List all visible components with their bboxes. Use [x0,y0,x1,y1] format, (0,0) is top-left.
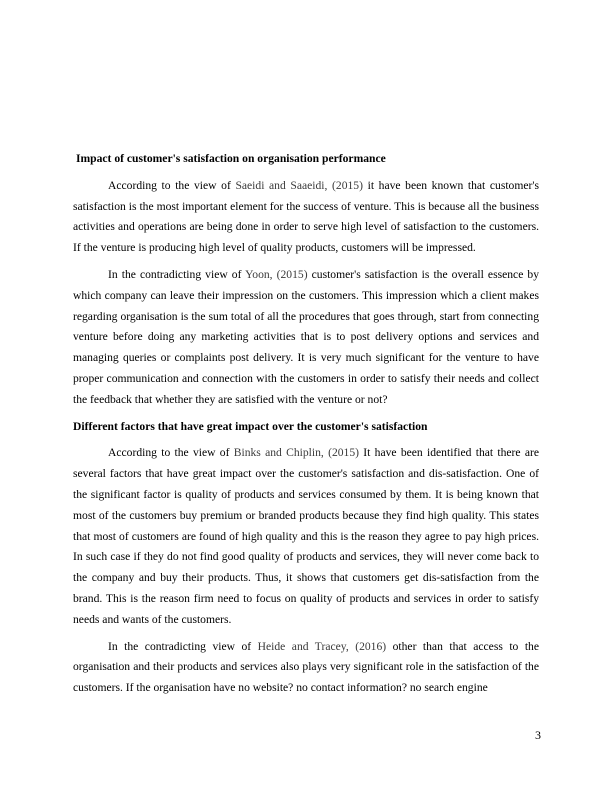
paragraph-text: According to the view of [108,178,236,192]
citation-saeidi: Saeidi and Saaeidi, (2015) [235,178,363,192]
paragraph-1 [73,176,539,259]
paragraph-text: it have been known that customer's satisfaction is the most important element for the success of venture. This is because all the business activities and operations are being done in order to serve high level of satisfaction to the customers. If the venture is producing high level of quality products, customers will be impressed. [73,178,539,255]
citation-heide: Heide and Tracey, (2016) [257,639,387,653]
paragraph-4 [73,637,539,699]
citation-yoon: Yoon, (2015) [245,267,308,281]
paragraph-2 [73,265,539,411]
section-heading-factors: Different factors that have great impact over the customer's satisfaction [73,419,428,433]
paragraph-text: It have been identified that there are several factors that have great impact over the customer's satisfaction and dis-satisfaction. One of the significant factor is quality of products and services consumed by them. It is being known that most of the customers buy premium or branded products because they find high quality. This states that most of customers are found of high quality and this is the reason they agree to pay high prices. In such case if they do not find good quality of products and services, they will never come back to the company and buy their products. Thus, it shows that customers get dis-satisfaction from the brand. This is the reason firm need to focus on quality of products and services in order to satisfy needs and wants of the customers. [73,446,540,626]
citation-binks: Binks and Chiplin, (2015) [233,446,360,460]
section-heading-impact: Impact of customer's satisfaction on organisation performance [76,152,386,165]
paragraph-3 [73,443,539,630]
page-number: 3 [535,728,541,742]
paragraph-text: According to the view of [108,446,234,460]
paragraph-text: In the contradicting view of [108,267,246,281]
paragraph-text: In the contradicting view of [108,639,258,653]
page-content [73,149,539,705]
paragraph-text: other than that access to the organisation and their products and services also plays very significant role in the satisfaction of the customers. If the organisation have no website? no contact information? no search engine [73,639,539,695]
paragraph-text: customer's satisfaction is the overall essence by which company can leave their impression on the customers. This impression which a client makes regarding organisation is the sum total of all the procedures that goes through, start from connecting venture before doing any marketing activities that is to post delivery options and services and managing queries or complaints post delivery. It is very much significant for the venture to have proper communication and connection with the customers in order to satisfy their needs and collect the feedback that whether they are satisfied with the venture or not? [73,267,539,406]
